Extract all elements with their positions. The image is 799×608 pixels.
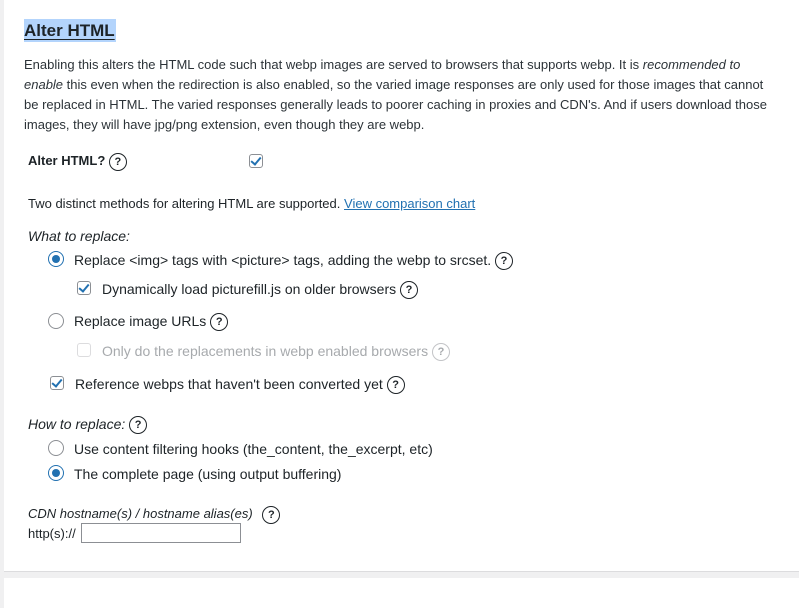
cdn-label-text: CDN hostname(s) / hostname alias(es) — [28, 506, 253, 521]
cdn-prefix: http(s):// — [28, 526, 76, 541]
section-title: Alter HTML — [24, 21, 115, 40]
help-icon[interactable]: ? — [210, 313, 228, 331]
section-description — [24, 55, 770, 135]
help-icon[interactable]: ? — [387, 376, 405, 394]
content-hooks-label: Use content filtering hooks (the_content, the_excerpt, etc) — [74, 441, 433, 457]
comparison-chart-link[interactable]: View comparison chart — [344, 196, 476, 211]
help-icon[interactable]: ? — [432, 343, 450, 361]
cdn-label — [28, 505, 280, 524]
help-icon[interactable]: ? — [129, 416, 147, 434]
methods-text: Two distinct methods for altering HTML are supported. — [28, 196, 341, 211]
picturefill-checkbox[interactable] — [77, 281, 91, 295]
how-to-replace-text: How to replace: — [28, 416, 126, 432]
description-emphasis: recommended to enable — [24, 57, 741, 92]
alter-html-checkbox[interactable] — [249, 154, 263, 168]
replace-picture-text: Replace <img> tags with <picture> tags, adding the webp to srcset. — [74, 252, 492, 268]
how-to-replace-label — [28, 415, 147, 434]
only-webp-browsers-checkbox[interactable] — [77, 343, 91, 357]
only-webp-browsers-text: Only do the replacements in webp enabled browsers — [102, 343, 429, 359]
help-icon[interactable]: ? — [262, 506, 280, 524]
help-icon[interactable]: ? — [495, 252, 513, 270]
description-text-1: Enabling this alters the HTML code such that webp images are served to browsers that supports webp. It is — [24, 57, 643, 72]
next-panel — [4, 578, 799, 608]
replace-urls-label — [74, 312, 228, 331]
output-buffering-radio[interactable] — [48, 465, 64, 481]
help-icon[interactable]: ? — [109, 153, 127, 171]
only-webp-browsers-label — [102, 342, 450, 361]
cdn-hostname-input[interactable] — [81, 523, 241, 543]
picturefill-text: Dynamically load picturefill.js on older browsers — [102, 281, 397, 297]
replace-urls-text: Replace image URLs — [74, 313, 207, 329]
reference-unconverted-label — [75, 375, 405, 394]
alter-html-label — [28, 152, 127, 171]
reference-unconverted-checkbox[interactable] — [50, 376, 64, 390]
reference-unconverted-text: Reference webps that haven't been converted yet — [75, 376, 383, 392]
methods-note — [28, 196, 475, 212]
content-hooks-radio[interactable] — [48, 440, 64, 456]
help-icon[interactable]: ? — [400, 281, 418, 299]
picturefill-label — [102, 280, 418, 299]
output-buffering-label: The complete page (using output buffering) — [74, 466, 342, 482]
description-text-2: this even when the redirection is also enabled, so the varied image responses are only used for those images that cannot be replaced in HTML. The varied responses generally leads to poorer caching in proxies and CDN's. And if users download those images, they will have jpg/png extension, even though they are webp. — [24, 77, 767, 132]
alter-html-label-text: Alter HTML? — [28, 153, 106, 168]
replace-picture-radio[interactable] — [48, 251, 64, 267]
replace-picture-label — [74, 251, 513, 270]
replace-urls-radio[interactable] — [48, 313, 64, 329]
what-to-replace-label: What to replace: — [28, 228, 130, 244]
